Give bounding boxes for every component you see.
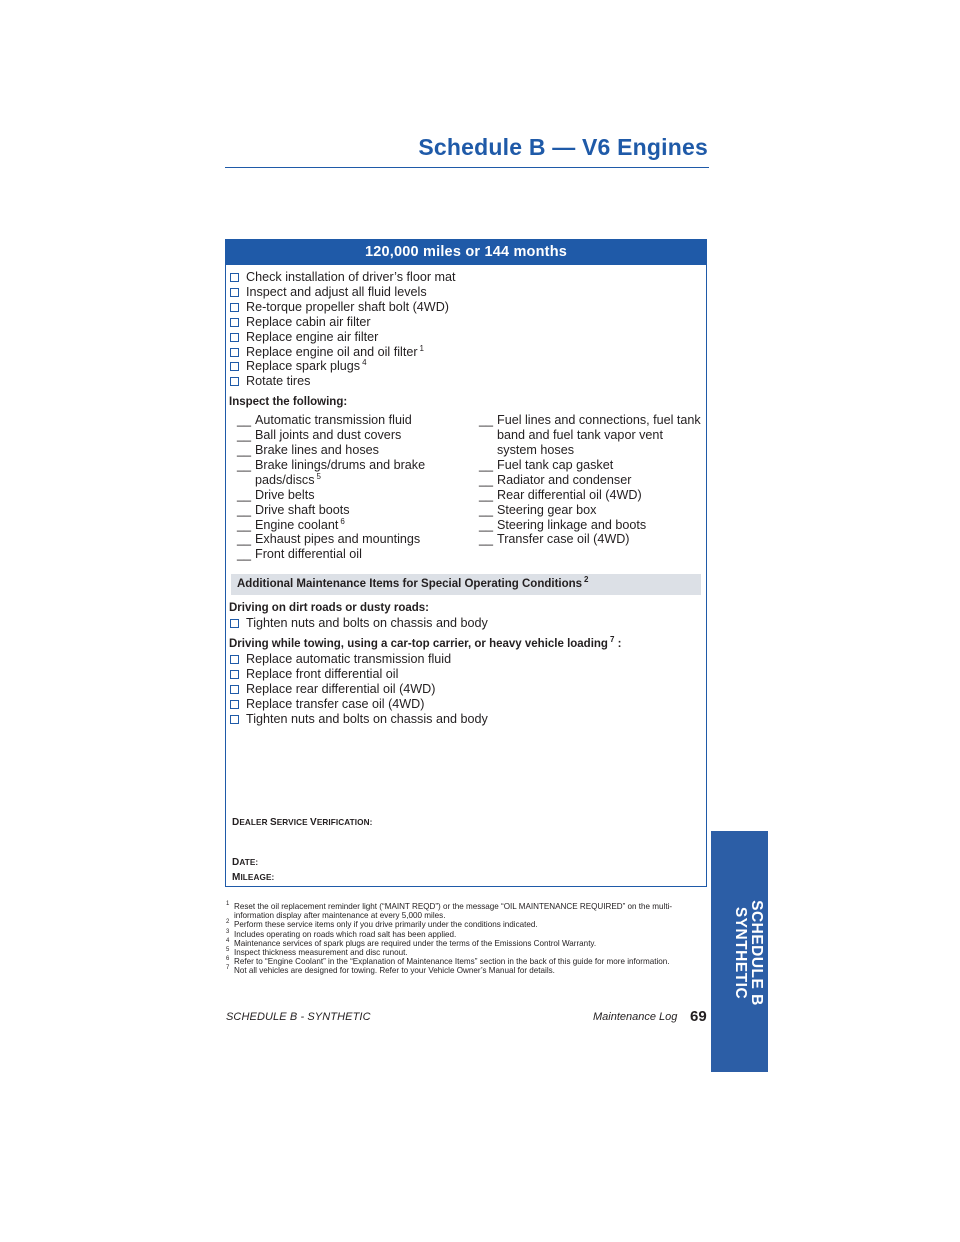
inspect-item — [237, 488, 479, 503]
inspect-item-label: Drive belts — [255, 487, 315, 502]
checkbox[interactable] — [230, 670, 239, 679]
footnote-text: Refer to “Engine Coolant” in the “Explanation of Maintenance Items” section in the back of this guide for more information. — [234, 957, 670, 967]
inspect-item — [237, 458, 479, 488]
footnotes — [226, 902, 706, 976]
inspect-blank[interactable]: __ — [479, 487, 494, 502]
footnote-ref: 4 — [362, 358, 367, 368]
checklist-item — [229, 359, 706, 374]
inspect-blank[interactable]: __ — [479, 532, 494, 547]
inspect-item-label: Ball joints and dust covers — [255, 428, 402, 443]
checklist-item — [229, 712, 706, 727]
side-tab-line1: SCHEDULE B — [748, 900, 765, 1006]
footnote-number: 5 — [226, 947, 230, 954]
footnote — [226, 930, 706, 939]
towing-heading-note: 7 — [609, 635, 615, 645]
inspect-item — [237, 518, 479, 533]
inspect-blank[interactable]: __ — [237, 517, 252, 532]
inspect-item-label: Rear differential oil (4WD) — [497, 487, 642, 502]
checkbox[interactable] — [230, 288, 239, 297]
checklist-item-label: Replace engine oil and oil filter — [246, 344, 418, 359]
footnote — [226, 902, 706, 920]
checklist-item — [229, 285, 706, 300]
inspect-blank[interactable]: __ — [237, 457, 252, 472]
footnote — [226, 957, 706, 966]
checklist-item — [229, 616, 706, 631]
inspect-item-label: Fuel lines and connections, fuel tank band and fuel tank vapor vent system hoses — [497, 413, 701, 457]
checkbox[interactable] — [230, 377, 239, 386]
checklist-item-label: Replace spark plugs — [246, 359, 361, 374]
inspect-blank[interactable]: __ — [237, 428, 252, 443]
additional-heading-text: Additional Maintenance Items for Special Operating Conditions — [237, 578, 583, 591]
checklist-item-label: Rotate tires — [246, 374, 311, 389]
inspect-item-label: Steering linkage and boots — [497, 517, 647, 532]
checklist-item-label: Replace automatic transmission fluid — [246, 651, 452, 666]
footnote-number: 7 — [226, 965, 230, 972]
towing-checklist — [229, 652, 706, 727]
checkbox[interactable] — [230, 715, 239, 724]
footnote-number: 4 — [226, 937, 230, 944]
inspect-item — [479, 532, 701, 547]
checkbox[interactable] — [230, 273, 239, 282]
checklist-item — [229, 345, 706, 360]
checklist-item — [229, 330, 706, 345]
inspect-item-label: Drive shaft boots — [255, 502, 350, 517]
inspect-item-label: Brake linings/drums and brake pads/discs — [255, 457, 426, 487]
inspect-blank[interactable]: __ — [479, 457, 494, 472]
inspect-item-label: Transfer case oil (4WD) — [497, 532, 630, 547]
checklist-item — [229, 697, 706, 712]
footer-log-label: Maintenance Log — [593, 1011, 678, 1023]
checklist-item — [229, 667, 706, 682]
date-label — [232, 857, 258, 868]
checkbox[interactable] — [230, 362, 239, 371]
inspect-column-left — [237, 413, 479, 562]
checklist-item-label: Replace engine air filter — [246, 329, 379, 344]
inspect-item-label: Steering gear box — [497, 502, 597, 517]
checklist-item — [229, 682, 706, 697]
inspect-item — [479, 473, 701, 488]
inspect-blank[interactable]: __ — [479, 413, 494, 428]
checkbox[interactable] — [230, 318, 239, 327]
towing-heading-text: Driving while towing, using a car-top carrier, or heavy vehicle loading — [229, 638, 608, 651]
mileage-text: MILEAGE: — [232, 872, 275, 883]
footnote-ref: 5 — [316, 471, 321, 481]
maintenance-box — [225, 239, 707, 887]
checklist-item-label: Check installation of driver’s floor mat — [246, 270, 456, 284]
inspect-item — [479, 458, 701, 473]
towing-heading: Driving while towing, using a car-top carrier, or heavy vehicle loading $^7$ : — [229, 635, 622, 651]
footnote-text: Not all vehicles are designed for towing. Refer to your Vehicle Owner’s Manual for details. — [234, 966, 555, 976]
inspect-item-label: Brake lines and hoses — [255, 442, 379, 457]
inspect-item-label: Exhaust pipes and mountings — [255, 532, 421, 547]
checklist-item-label: Tighten nuts and bolts on chassis and body — [246, 711, 488, 726]
checkbox[interactable] — [230, 333, 239, 342]
footnote-text: Perform these service items only if you drive primarily under the conditions indicated. — [234, 920, 538, 930]
footnote-text: Maintenance services of spark plugs are required under the terms of the Emissions Control Warranty. — [234, 938, 597, 948]
footnote-text: Inspect thickness measurement and disc runout. — [234, 948, 408, 958]
title-rule — [225, 167, 709, 168]
checklist-item — [229, 300, 706, 315]
box-header: 120,000 miles or 144 months — [226, 240, 706, 265]
inspect-item-label: Radiator and condenser — [497, 472, 632, 487]
inspect-column-right — [479, 413, 701, 562]
dirt-roads-heading: Driving on dirt roads or dusty roads: — [229, 602, 429, 615]
box-content — [226, 265, 706, 726]
inspect-item — [237, 503, 479, 518]
inspect-blank[interactable]: __ — [237, 547, 252, 562]
inspect-item — [479, 518, 701, 533]
inspect-blank[interactable]: __ — [237, 502, 252, 517]
footnote-number: 1 — [226, 901, 230, 907]
checklist-item — [229, 270, 706, 285]
footnote-number: 3 — [226, 928, 230, 935]
inspect-item — [237, 413, 479, 428]
checklist-item-label: Replace rear differential oil (4WD) — [246, 681, 436, 696]
footnote — [226, 939, 706, 948]
checklist-item-label: Replace transfer case oil (4WD) — [246, 696, 425, 711]
dirt-roads-checklist — [229, 616, 706, 631]
checklist-item-label: Replace front differential oil — [246, 666, 399, 681]
additional-heading-note: 2 — [584, 575, 589, 585]
inspect-blank[interactable]: __ — [479, 472, 494, 487]
dealer-verification-label — [232, 817, 372, 828]
side-tab — [711, 831, 768, 1072]
footnote — [226, 920, 706, 929]
inspect-blank[interactable]: __ — [479, 517, 494, 532]
checklist-item-label: Re-torque propeller shaft bolt (4WD) — [246, 299, 449, 314]
footnote-text: Includes operating on roads which road salt has been applied. — [234, 929, 457, 939]
checkbox[interactable] — [230, 619, 239, 628]
inspect-item-label: Front differential oil — [255, 547, 362, 562]
checklist-item — [229, 652, 706, 667]
inspect-blank[interactable]: __ — [237, 532, 252, 547]
additional-heading — [231, 574, 701, 595]
footnote-text: Reset the oil replacement reminder light (“MAINT REQD”) or the message “OIL MAINTENANCE REQUIRED” on the multi-information display after maintenance at every 5,000 miles. — [234, 902, 673, 921]
inspect-heading: Inspect the following: — [229, 396, 348, 409]
inspect-blank[interactable]: __ — [479, 502, 494, 517]
checklist-item — [229, 315, 706, 330]
inspect-item — [479, 503, 701, 518]
inspect-blank[interactable]: __ — [237, 487, 252, 502]
date-text: DATE: — [232, 857, 259, 868]
inspect-item — [237, 532, 479, 547]
footnote — [226, 948, 706, 957]
dealer-verification-text: DEALER SERVICE VERIFICATION: — [232, 817, 373, 828]
inspect-item — [479, 488, 701, 503]
inspect-item — [237, 547, 479, 562]
inspect-item-label: Fuel tank cap gasket — [497, 457, 614, 472]
checkbox[interactable] — [230, 303, 239, 312]
inspect-item — [479, 413, 701, 458]
inspect-blank[interactable]: __ — [237, 442, 252, 457]
footnote-ref: 1 — [419, 343, 424, 353]
footnote — [226, 966, 706, 975]
inspect-item-label: Automatic transmission fluid — [255, 413, 412, 428]
footnote-number: 2 — [226, 919, 230, 926]
page-title: Schedule B — V6 Engines — [418, 134, 708, 160]
page-number: 69 — [690, 1008, 707, 1025]
service-checklist — [229, 270, 706, 389]
inspect-item-label: Engine coolant — [255, 517, 339, 532]
inspect-item — [237, 428, 479, 443]
checklist-item — [229, 374, 706, 389]
inspect-blank[interactable]: __ — [237, 413, 252, 428]
checklist-item-label: Inspect and adjust all fluid levels — [246, 284, 427, 299]
checkbox[interactable] — [230, 685, 239, 694]
inspect-list — [229, 413, 706, 562]
checklist-item-label: Tighten nuts and bolts on chassis and body — [246, 616, 488, 631]
checkbox[interactable] — [230, 655, 239, 664]
side-tab-text — [733, 838, 764, 1068]
mileage-label — [232, 872, 274, 883]
checkbox[interactable] — [230, 700, 239, 709]
checklist-item-label: Replace cabin air filter — [246, 314, 371, 329]
footnote-number: 6 — [226, 956, 230, 963]
inspect-item — [237, 443, 479, 458]
checkbox[interactable] — [230, 348, 239, 357]
side-tab-line2: SYNTHETIC — [732, 906, 750, 1000]
footer-section-label: SCHEDULE B - SYNTHETIC — [226, 1011, 371, 1023]
footnote-ref: 6 — [340, 516, 345, 526]
